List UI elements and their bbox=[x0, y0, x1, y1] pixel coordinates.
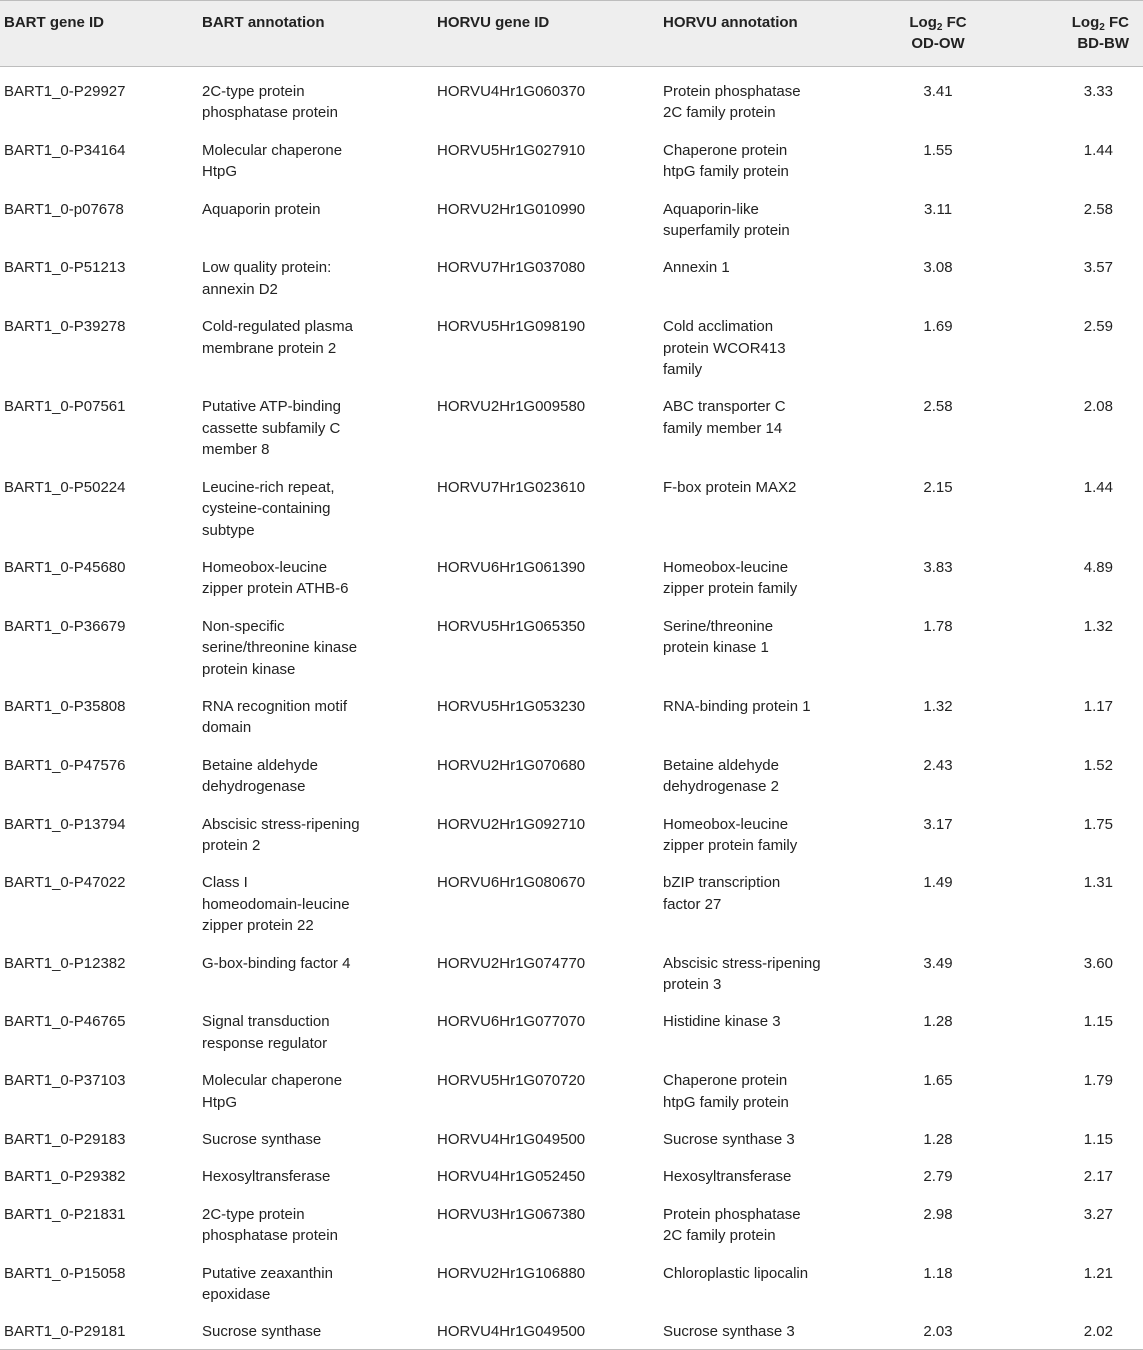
cell-log2fc-bd-bw: 2.02 bbox=[1013, 1309, 1143, 1349]
cell-bart-annotation bbox=[198, 860, 433, 940]
log-subscript: 2 bbox=[1099, 22, 1105, 33]
cell-bart-annotation-line: zipper protein 22 bbox=[202, 917, 314, 935]
cell-bart-annotation-line: Hexosyltransferase bbox=[202, 1168, 331, 1186]
cell-horvu-gene-id: HORVU5Hr1G070720 bbox=[437, 1072, 586, 1090]
table-row bbox=[0, 1154, 1143, 1191]
cell-horvu-annotation-line: Hexosyltransferase bbox=[663, 1168, 792, 1186]
cell-horvu-annotation bbox=[659, 545, 859, 604]
table-row bbox=[0, 384, 1143, 464]
cell-horvu-annotation-line: Histidine kinase 3 bbox=[663, 1013, 781, 1031]
cell-bart-annotation bbox=[198, 1154, 433, 1191]
cell-horvu-gene-id: HORVU2Hr1G074770 bbox=[437, 954, 586, 972]
cell-log2fc-bd-bw: 1.44 bbox=[1083, 478, 1113, 496]
cell-horvu-annotation-line: protein kinase 1 bbox=[663, 639, 769, 657]
header-log2fc-bd-bw bbox=[1013, 1, 1143, 67]
cell-horvu-gene-id: HORVU5Hr1G027910 bbox=[437, 141, 586, 159]
cell-bart-annotation bbox=[198, 1192, 433, 1251]
cell-horvu-gene-id: HORVU7Hr1G023610 bbox=[437, 478, 586, 496]
cell-bart-annotation bbox=[198, 1251, 433, 1310]
cell-horvu-annotation bbox=[659, 1058, 859, 1117]
cell-horvu-gene-id: HORVU4Hr1G052450 bbox=[437, 1168, 586, 1186]
cell-horvu-annotation bbox=[659, 860, 859, 940]
table-row bbox=[0, 1251, 1143, 1310]
cell-log2fc-bd-bw: 1.15 bbox=[1083, 1131, 1113, 1149]
cell-horvu-annotation-line: Betaine aldehyde bbox=[663, 756, 779, 774]
cell-log2fc-od-ow: 3.49 bbox=[923, 954, 953, 972]
cell-horvu-annotation bbox=[659, 67, 859, 128]
cell-log2fc-bd-bw: 3.33 bbox=[1083, 83, 1113, 100]
cell-horvu-annotation-line: protein WCOR413 bbox=[663, 339, 786, 357]
cell-horvu-annotation-line: Sucrose synthase 3 bbox=[663, 1323, 795, 1341]
cell-horvu-annotation bbox=[659, 743, 859, 802]
cell-bart-annotation-line: Sucrose synthase bbox=[202, 1323, 322, 1341]
cell-bart-gene-id: BART1_0-P50224 bbox=[4, 478, 126, 496]
cell-horvu-annotation bbox=[659, 684, 859, 743]
header-row bbox=[0, 1, 1143, 67]
cell-horvu-annotation-line: htpG family protein bbox=[663, 163, 789, 181]
cell-horvu-gene-id: HORVU7Hr1G037080 bbox=[437, 259, 586, 277]
cell-horvu-annotation-line: Homeobox-leucine bbox=[663, 558, 789, 576]
cell-bart-annotation-line: Sucrose synthase bbox=[202, 1131, 322, 1149]
cell-bart-annotation-line: Molecular chaperone bbox=[202, 141, 343, 159]
cell-log2fc-od-ow: 3.11 bbox=[923, 200, 953, 218]
cell-horvu-annotation bbox=[659, 304, 859, 384]
cell-horvu-annotation-line: htpG family protein bbox=[663, 1093, 789, 1111]
cell-horvu-annotation-line: Chloroplastic lipocalin bbox=[663, 1264, 809, 1282]
cell-horvu-annotation bbox=[659, 187, 859, 246]
cell-log2fc-od-ow: 3.41 bbox=[923, 83, 953, 100]
cell-bart-gene-id: BART1_0-P39278 bbox=[4, 318, 126, 336]
cell-bart-gene-id: BART1_0-P37103 bbox=[4, 1072, 126, 1090]
cell-bart-annotation-line: response regulator bbox=[202, 1034, 328, 1052]
table-row bbox=[0, 684, 1143, 743]
table-row bbox=[0, 1309, 1143, 1349]
cell-horvu-gene-id: HORVU5Hr1G053230 bbox=[437, 697, 586, 715]
cell-log2fc-od-ow: 2.98 bbox=[923, 1205, 953, 1223]
cell-bart-annotation-line: membrane protein 2 bbox=[202, 339, 337, 357]
cell-log2fc-od-ow: 1.69 bbox=[923, 318, 953, 336]
table-row bbox=[0, 1192, 1143, 1251]
cell-log2fc-od-ow: 2.58 bbox=[923, 398, 953, 416]
cell-bart-annotation bbox=[198, 304, 433, 384]
cell-horvu-gene-id: HORVU4Hr1G049500 bbox=[437, 1131, 586, 1149]
cell-log2fc-od-ow: 2.79 bbox=[923, 1168, 953, 1186]
table-row bbox=[0, 187, 1143, 246]
table-row bbox=[0, 743, 1143, 802]
table-row bbox=[0, 999, 1143, 1058]
table-header bbox=[0, 1, 1143, 67]
cell-horvu-annotation bbox=[659, 128, 859, 187]
cell-bart-annotation-line: Leucine-rich repeat, bbox=[202, 478, 335, 496]
cell-bart-gene-id: BART1_0-P47022 bbox=[4, 874, 126, 892]
cell-bart-annotation-line: phosphatase protein bbox=[202, 104, 338, 122]
cell-log2fc-bd-bw: 2.59 bbox=[1083, 318, 1113, 336]
cell-log2fc-bd-bw: 1.44 bbox=[1083, 141, 1113, 159]
fc-text: FC bbox=[1104, 14, 1129, 31]
cell-horvu-annotation-line: Protein phosphatase bbox=[663, 1205, 801, 1223]
cell-bart-annotation-line: Aquaporin protein bbox=[202, 200, 321, 218]
cell-bart-annotation-line: epoxidase bbox=[202, 1286, 271, 1304]
cell-horvu-annotation-line: Chaperone protein bbox=[663, 141, 788, 159]
table-body bbox=[0, 67, 1143, 1350]
header-log2fc-label bbox=[1017, 12, 1129, 33]
cell-log2fc-bd-bw: 3.60 bbox=[1083, 954, 1113, 972]
cell-bart-annotation-line: G-box-binding factor 4 bbox=[202, 954, 351, 972]
cell-bart-gene-id: BART1_0-P29927 bbox=[4, 83, 126, 100]
cell-horvu-gene-id: HORVU5Hr1G098190 bbox=[437, 318, 586, 336]
cell-bart-annotation-line: 2C-type protein bbox=[202, 83, 305, 100]
cell-bart-annotation bbox=[198, 684, 433, 743]
cell-bart-gene-id: BART1_0-P29181 bbox=[0, 1309, 198, 1349]
cell-log2fc-bd-bw: 1.75 bbox=[1083, 815, 1113, 833]
cell-horvu-gene-id: HORVU5Hr1G065350 bbox=[437, 617, 586, 635]
table-row bbox=[0, 802, 1143, 861]
cell-bart-gene-id: BART1_0-P07561 bbox=[4, 398, 126, 416]
cell-bart-gene-id: BART1_0-P21831 bbox=[4, 1205, 126, 1223]
cell-log2fc-bd-bw: 3.57 bbox=[1083, 259, 1113, 277]
cell-bart-annotation-line: Putative ATP-binding bbox=[202, 398, 341, 416]
cell-bart-annotation-line: Abscisic stress-ripening bbox=[202, 815, 360, 833]
cell-horvu-annotation-line: Protein phosphatase bbox=[663, 83, 801, 100]
cell-horvu-annotation-line: Abscisic stress-ripening bbox=[663, 954, 821, 972]
cell-bart-annotation-line: Signal transduction bbox=[202, 1013, 330, 1031]
table-row bbox=[0, 465, 1143, 545]
cell-horvu-gene-id: HORVU4Hr1G060370 bbox=[437, 83, 586, 100]
table-row bbox=[0, 604, 1143, 684]
cell-bart-gene-id: BART1_0-P15058 bbox=[4, 1264, 126, 1282]
header-log2fc-label bbox=[863, 12, 1013, 33]
cell-bart-annotation bbox=[198, 1309, 433, 1349]
table-row bbox=[0, 941, 1143, 1000]
fc-text: FC bbox=[942, 14, 967, 31]
log-text: Log bbox=[909, 14, 937, 31]
cell-bart-annotation bbox=[198, 941, 433, 1000]
cell-bart-annotation bbox=[198, 545, 433, 604]
cell-bart-annotation-line: domain bbox=[202, 719, 252, 737]
cell-horvu-annotation-line: F-box protein MAX2 bbox=[663, 478, 797, 496]
cell-bart-annotation bbox=[198, 128, 433, 187]
cell-bart-annotation-line: 2C-type protein bbox=[202, 1205, 305, 1223]
table-row bbox=[0, 304, 1143, 384]
table-row bbox=[0, 860, 1143, 940]
cell-bart-annotation bbox=[198, 802, 433, 861]
cell-log2fc-od-ow: 1.18 bbox=[923, 1264, 953, 1282]
cell-bart-annotation-line: Betaine aldehyde bbox=[202, 756, 318, 774]
cell-horvu-gene-id: HORVU2Hr1G070680 bbox=[437, 756, 586, 774]
cell-horvu-annotation bbox=[659, 1309, 859, 1349]
cell-bart-annotation-line: Cold-regulated plasma bbox=[202, 318, 353, 336]
header-bd-bw-label: BD-BW bbox=[1077, 35, 1129, 52]
cell-bart-annotation-line: cassette subfamily C bbox=[202, 419, 341, 437]
cell-horvu-annotation bbox=[659, 802, 859, 861]
cell-horvu-annotation-line: superfamily protein bbox=[663, 222, 790, 240]
cell-horvu-gene-id: HORVU4Hr1G049500 bbox=[433, 1309, 659, 1349]
cell-log2fc-bd-bw: 2.08 bbox=[1083, 398, 1113, 416]
header-log2fc-od-ow bbox=[859, 1, 1013, 67]
cell-log2fc-od-ow: 1.28 bbox=[923, 1013, 953, 1031]
cell-bart-annotation bbox=[198, 1058, 433, 1117]
cell-bart-annotation bbox=[198, 187, 433, 246]
cell-horvu-annotation-line: Sucrose synthase 3 bbox=[663, 1131, 795, 1149]
cell-bart-gene-id: BART1_0-P51213 bbox=[4, 259, 126, 277]
cell-horvu-gene-id: HORVU6Hr1G061390 bbox=[437, 558, 586, 576]
cell-horvu-annotation-line: ABC transporter C bbox=[663, 398, 786, 416]
header-bart-gene-id: BART gene ID bbox=[0, 1, 198, 67]
cell-horvu-annotation bbox=[659, 1154, 859, 1191]
cell-log2fc-od-ow: 2.43 bbox=[923, 756, 953, 774]
cell-bart-annotation-line: Low quality protein: bbox=[202, 259, 332, 277]
cell-horvu-annotation-line: Annexin 1 bbox=[663, 259, 730, 277]
cell-log2fc-od-ow: 1.55 bbox=[923, 141, 953, 159]
cell-bart-gene-id: BART1_0-P36679 bbox=[4, 617, 126, 635]
cell-bart-gene-id: BART1_0-P47576 bbox=[4, 756, 126, 774]
cell-log2fc-bd-bw: 4.89 bbox=[1083, 558, 1113, 576]
cell-horvu-annotation bbox=[659, 604, 859, 684]
cell-bart-annotation-line: zipper protein ATHB-6 bbox=[202, 580, 349, 598]
cell-log2fc-od-ow: 1.28 bbox=[923, 1131, 953, 1149]
cell-log2fc-bd-bw: 1.21 bbox=[1083, 1264, 1113, 1282]
cell-log2fc-od-ow: 1.49 bbox=[923, 874, 953, 892]
cell-bart-annotation-line: HtpG bbox=[202, 1093, 238, 1111]
cell-bart-annotation-line: Class I bbox=[202, 874, 248, 892]
cell-bart-annotation-line: protein kinase bbox=[202, 660, 296, 678]
cell-horvu-gene-id: HORVU2Hr1G009580 bbox=[437, 398, 586, 416]
cell-log2fc-bd-bw: 1.17 bbox=[1083, 697, 1113, 715]
header-bart-annotation: BART annotation bbox=[198, 1, 433, 67]
cell-horvu-annotation bbox=[659, 384, 859, 464]
cell-horvu-annotation-line: 2C family protein bbox=[663, 104, 776, 122]
table-row bbox=[0, 545, 1143, 604]
cell-log2fc-od-ow: 2.15 bbox=[923, 478, 953, 496]
cell-bart-gene-id: BART1_0-P29382 bbox=[4, 1168, 126, 1186]
table-row bbox=[0, 1058, 1143, 1117]
cell-log2fc-bd-bw: 3.27 bbox=[1083, 1205, 1113, 1223]
cell-log2fc-bd-bw: 1.32 bbox=[1083, 617, 1113, 635]
cell-horvu-annotation bbox=[659, 245, 859, 304]
cell-horvu-annotation bbox=[659, 999, 859, 1058]
cell-horvu-annotation-line: zipper protein family bbox=[663, 836, 798, 854]
cell-log2fc-bd-bw: 2.17 bbox=[1083, 1168, 1113, 1186]
cell-log2fc-od-ow: 3.83 bbox=[923, 558, 953, 576]
cell-horvu-annotation-line: zipper protein family bbox=[663, 580, 798, 598]
cell-horvu-annotation bbox=[659, 1251, 859, 1310]
cell-horvu-annotation-line: Homeobox-leucine bbox=[663, 815, 789, 833]
cell-horvu-annotation-line: dehydrogenase 2 bbox=[663, 778, 779, 796]
cell-horvu-gene-id: HORVU6Hr1G080670 bbox=[437, 874, 586, 892]
cell-bart-gene-id: BART1_0-p07678 bbox=[4, 200, 124, 218]
cell-horvu-annotation bbox=[659, 1117, 859, 1154]
cell-bart-annotation-line: HtpG bbox=[202, 163, 238, 181]
cell-bart-annotation-line: serine/threonine kinase bbox=[202, 639, 358, 657]
cell-log2fc-od-ow: 1.78 bbox=[923, 617, 953, 635]
cell-log2fc-bd-bw: 2.58 bbox=[1083, 200, 1113, 218]
cell-bart-annotation bbox=[198, 67, 433, 128]
header-od-ow-label: OD-OW bbox=[911, 35, 965, 52]
cell-bart-annotation bbox=[198, 743, 433, 802]
cell-horvu-annotation-line: family bbox=[663, 361, 703, 379]
table-row bbox=[0, 128, 1143, 187]
cell-log2fc-od-ow: 2.03 bbox=[859, 1309, 1013, 1349]
cell-bart-gene-id: BART1_0-P45680 bbox=[4, 558, 126, 576]
table-row bbox=[0, 67, 1143, 128]
cell-bart-annotation bbox=[198, 1117, 433, 1154]
cell-bart-annotation-line: RNA recognition motif bbox=[202, 697, 348, 715]
cell-horvu-annotation-line: protein 3 bbox=[663, 976, 722, 993]
cell-horvu-annotation-line: Aquaporin-like bbox=[663, 200, 759, 218]
table-row bbox=[0, 245, 1143, 304]
cell-log2fc-od-ow: 1.65 bbox=[923, 1072, 953, 1090]
cell-horvu-gene-id: HORVU3Hr1G067380 bbox=[437, 1205, 586, 1223]
cell-horvu-annotation-line: Chaperone protein bbox=[663, 1072, 788, 1090]
cell-horvu-annotation bbox=[659, 465, 859, 545]
cell-log2fc-od-ow: 3.17 bbox=[923, 815, 953, 833]
cell-horvu-annotation bbox=[659, 1192, 859, 1251]
log-text: Log bbox=[1071, 14, 1100, 31]
cell-bart-annotation bbox=[198, 604, 433, 684]
cell-bart-annotation-line: Putative zeaxanthin bbox=[202, 1264, 333, 1282]
log-subscript: 2 bbox=[936, 22, 943, 33]
cell-horvu-annotation-line: bZIP transcription bbox=[663, 874, 781, 892]
cell-bart-gene-id: BART1_0-P29183 bbox=[4, 1131, 126, 1149]
cell-bart-annotation bbox=[198, 245, 433, 304]
cell-horvu-annotation-line: RNA-binding protein 1 bbox=[663, 697, 811, 715]
cell-bart-gene-id: BART1_0-P46765 bbox=[4, 1013, 126, 1031]
cell-bart-gene-id: BART1_0-P13794 bbox=[4, 815, 126, 833]
cell-horvu-gene-id: HORVU2Hr1G106880 bbox=[437, 1264, 586, 1282]
cell-horvu-gene-id: HORVU6Hr1G077070 bbox=[437, 1013, 586, 1031]
cell-bart-gene-id: BART1_0-P12382 bbox=[4, 954, 126, 972]
cell-horvu-annotation-line: family member 14 bbox=[663, 419, 783, 437]
cell-bart-annotation-line: dehydrogenase bbox=[202, 778, 306, 796]
cell-bart-annotation-line: subtype bbox=[202, 521, 255, 539]
cell-bart-annotation-line: cysteine-containing bbox=[202, 500, 331, 518]
cell-horvu-annotation-line: Cold acclimation bbox=[663, 318, 774, 336]
cell-bart-annotation-line: phosphatase protein bbox=[202, 1227, 338, 1245]
cell-log2fc-bd-bw: 1.31 bbox=[1083, 874, 1113, 892]
cell-log2fc-od-ow: 3.08 bbox=[923, 259, 953, 277]
cell-bart-annotation bbox=[198, 465, 433, 545]
header-horvu-gene-id: HORVU gene ID bbox=[433, 1, 659, 67]
cell-log2fc-od-ow: 1.32 bbox=[923, 697, 953, 715]
cell-bart-annotation-line: Homeobox-leucine bbox=[202, 558, 328, 576]
cell-bart-annotation-line: Non-specific bbox=[202, 617, 285, 635]
cell-bart-annotation bbox=[198, 999, 433, 1058]
cell-bart-annotation-line: homeodomain-leucine bbox=[202, 895, 350, 913]
cell-horvu-annotation-line: factor 27 bbox=[663, 895, 722, 913]
cell-log2fc-bd-bw: 1.52 bbox=[1083, 756, 1113, 774]
cell-log2fc-bd-bw: 1.79 bbox=[1083, 1072, 1113, 1090]
cell-bart-annotation-line: protein 2 bbox=[202, 836, 261, 854]
cell-horvu-annotation-line: 2C family protein bbox=[663, 1227, 776, 1245]
cell-log2fc-bd-bw: 1.15 bbox=[1083, 1013, 1113, 1031]
cell-horvu-annotation-line: Serine/threonine bbox=[663, 617, 774, 635]
cell-bart-annotation-line: member 8 bbox=[202, 441, 270, 459]
cell-horvu-gene-id: HORVU2Hr1G092710 bbox=[437, 815, 586, 833]
cell-horvu-annotation bbox=[659, 941, 859, 1000]
cell-bart-gene-id: BART1_0-P34164 bbox=[4, 141, 126, 159]
table-row bbox=[0, 1117, 1143, 1154]
header-horvu-annotation: HORVU annotation bbox=[659, 1, 859, 67]
cell-bart-annotation-line: annexin D2 bbox=[202, 280, 278, 298]
cell-horvu-gene-id: HORVU2Hr1G010990 bbox=[437, 200, 586, 218]
cell-bart-annotation bbox=[198, 384, 433, 464]
cell-bart-annotation-line: Molecular chaperone bbox=[202, 1072, 343, 1090]
cell-bart-gene-id: BART1_0-P35808 bbox=[4, 697, 126, 715]
